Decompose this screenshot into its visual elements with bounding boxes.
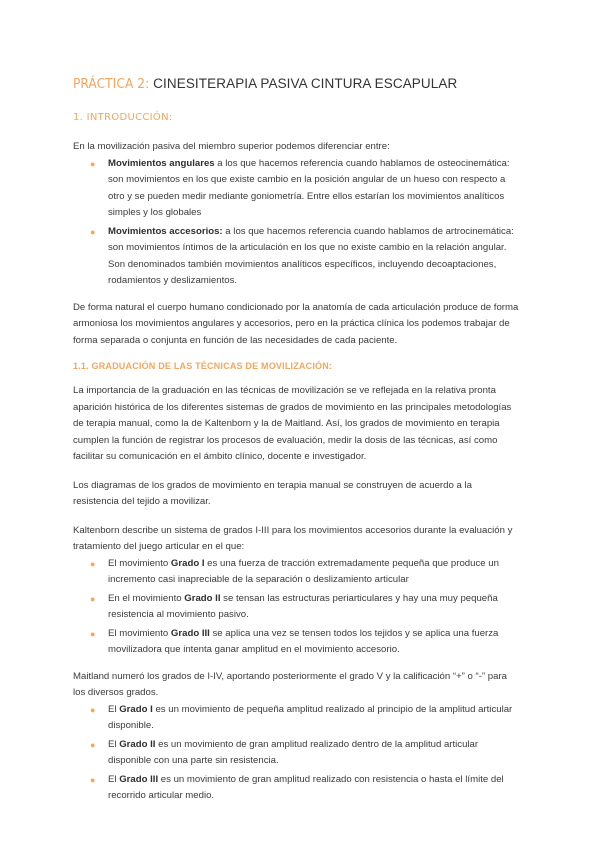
movement-types-list xyxy=(73,156,520,290)
paragraph: Maitland numeró los grados de I-IV, aportando posteriormente el grado V y la calificación “+” o “-” para los diversos grados. xyxy=(73,670,507,698)
list-item-text: a los que hacemos referencia cuando hablamos de artrocinemática: son movimientos íntimos de la articulación en los que no existe cambio en la relación angular. Son denominados también movimientos analíticos específicos, incluyendo decoaptaciones, rodamientos y deslizamientos. xyxy=(108,225,514,286)
bullet-icon: ● xyxy=(90,628,96,639)
paragraph: Los diagramas de los grados de movimiento en terapia manual se construyen de acuerdo a la resistencia del tejido a movilizar. xyxy=(73,479,472,507)
list-item xyxy=(90,626,520,659)
bullet-icon: ● xyxy=(90,558,96,569)
list-item-prefix: El xyxy=(108,738,120,750)
list-item-bold: Grado I xyxy=(119,703,153,715)
paragraph: De forma natural el cuerpo humano condicionado por la anatomía de cada articulación produce de forma armoniosa los movimientos angulares y accesorios, pero en la práctica clínica los podemos trabajar de forma separada o conjunta en función de las necesidades de cada paciente. xyxy=(73,301,519,346)
list-item-bold: Grado III xyxy=(119,773,159,785)
section-heading-introduccion: 1. INTRODUCCIÓN: xyxy=(73,112,173,123)
list-item-text: es un movimiento de pequeña amplitud realizado al principio de la amplitud articular disponible. xyxy=(108,703,513,731)
list-item-text: a los que hacemos referencia cuando hablamos de osteocinemática: son movimientos en los que existe cambio en la posición angular de un hueso con respecto a otro y se pueden medir mediante goniometría. Entre ellos estarían los movimientos analíticos simples y los globales xyxy=(108,157,510,218)
bullet-icon: ● xyxy=(90,593,96,604)
list-item xyxy=(90,556,520,589)
list-item xyxy=(90,772,520,805)
list-item-bold: Grado I xyxy=(170,557,205,569)
list-item xyxy=(90,702,520,735)
subsection-heading-graduacion: 1.1. GRADUACIÓN DE LAS TÉCNICAS DE MOVILIZACIÓN: xyxy=(73,361,333,371)
paragraph: Kaltenborn describe un sistema de grados I-III para los movimientos accesorios durante la evaluación y tratamiento del juego articular en el que: xyxy=(73,524,513,552)
bullet-icon: ● xyxy=(90,226,96,237)
list-item-prefix: El movimiento xyxy=(108,557,171,569)
list-item xyxy=(90,156,520,222)
title-text: CINESITERAPIA PASIVA CINTURA ESCAPULAR xyxy=(149,76,458,91)
title-accent: PRÁCTICA 2: xyxy=(73,76,150,92)
list-item xyxy=(90,591,520,624)
list-item-text: se aplica una vez se tensen todos los tejidos y se aplica una fuerza movilizadora que intenta ganar amplitud en el movimiento accesorio. xyxy=(108,627,499,655)
bullet-icon: ● xyxy=(90,774,96,785)
bullet-icon: ● xyxy=(90,158,96,169)
list-item-prefix: El xyxy=(108,703,120,715)
list-item xyxy=(90,224,520,290)
list-item-bold: Grado II xyxy=(119,738,156,750)
list-item-text: es un movimiento de gran amplitud realizado dentro de la amplitud articular disponible con una parte sin resistencia. xyxy=(108,738,479,766)
kaltenborn-grades-list xyxy=(73,556,520,659)
page-title xyxy=(73,74,520,94)
bullet-icon: ● xyxy=(90,704,96,715)
list-item-prefix: El movimiento xyxy=(108,627,171,639)
list-item-text: es un movimiento de gran amplitud realizado con resistencia o hasta el límite del recorrido articular medio. xyxy=(108,773,504,801)
list-item-text: se tensan las estructuras periarticulares y hay una muy pequeña resistencia al movimiento pasivo. xyxy=(108,592,498,620)
list-item xyxy=(90,737,520,770)
list-item-prefix: El xyxy=(108,773,120,785)
list-item-bold: Grado II xyxy=(184,592,221,604)
paragraph: La importancia de la graduación en las técnicas de movilización se ve reflejada en la relativa pronta aparición histórica de los diferentes sistemas de grados de movimiento en las principales metodologías de terapia manual, como la de Kaltenborn y la de Maitland. Así, los grados de movimiento en terapia cumplen la función de registrar los procesos de evaluación, medir la dosis de las técnicas, así como facilitar su comunicación en el ámbito clínico, docente e investigador. xyxy=(73,385,512,462)
list-item-bold: Movimientos accesorios: xyxy=(108,225,223,237)
bullet-icon: ● xyxy=(90,739,96,750)
intro-paragraph: En la movilización pasiva del miembro superior podemos diferenciar entre: xyxy=(73,141,390,152)
list-item-bold: Movimientos angulares xyxy=(108,157,215,169)
list-item-prefix: En el movimiento xyxy=(108,592,185,604)
list-item-text: es una fuerza de tracción extremadamente pequeña que produce un incremento casi inapreciable de la separación o deslizamiento articular xyxy=(108,557,499,585)
list-item-bold: Grado III xyxy=(170,627,210,639)
maitland-grades-list xyxy=(73,702,520,805)
